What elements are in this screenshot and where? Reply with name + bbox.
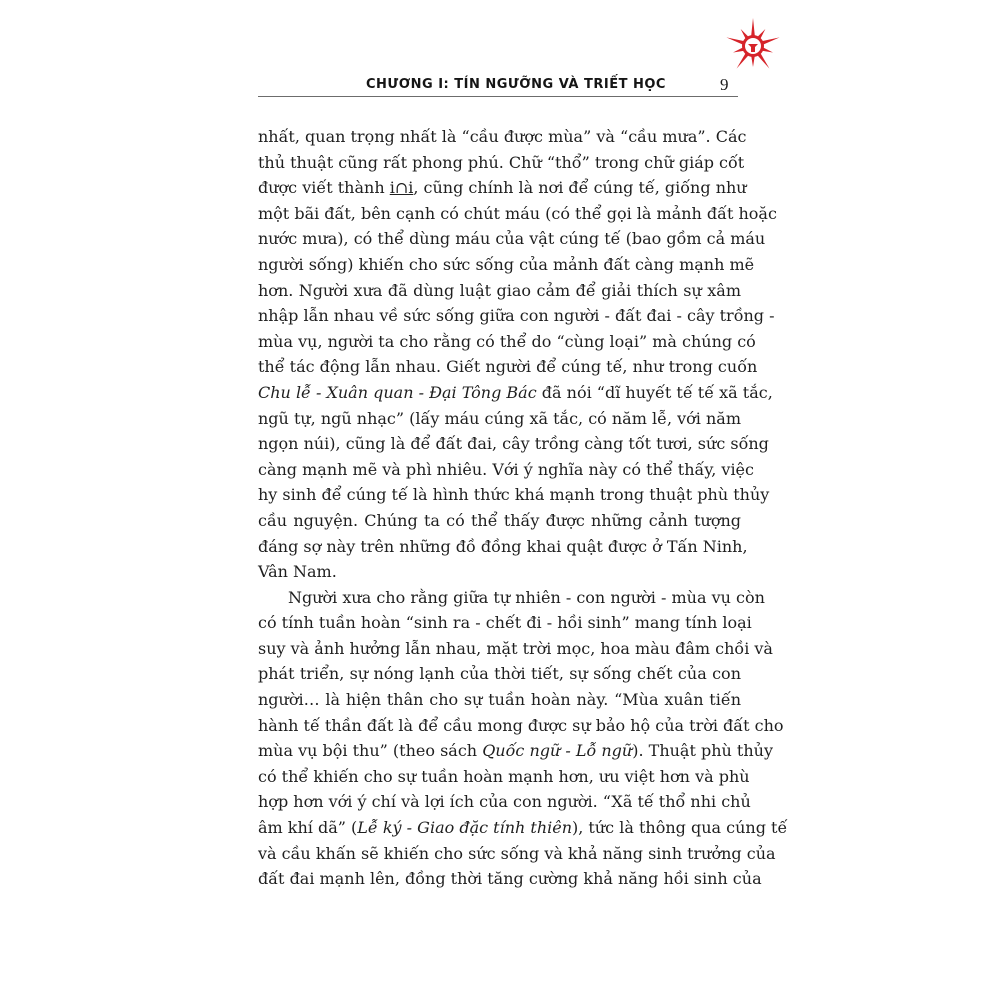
- text-segment: ), tức là thông qua cúng tế: [572, 818, 788, 838]
- text-segment: cầu nguyện. Chúng ta có thể thấy được những cảnh tượng: [258, 510, 741, 530]
- text-segment: hợp hơn với ý chí và lợi ích của con người. “Xã tế thổ nhi chủ: [258, 792, 751, 812]
- text-segment: ngọn núi), cũng là để đất đai, cây trồng càng tốt tươi, sức sống: [258, 434, 769, 454]
- text-line: [258, 661, 741, 687]
- text-line: [258, 124, 747, 150]
- text-segment: ngũ tự, ngũ nhạc” (lấy máu cúng xã tắc, có năm lễ, với năm: [258, 408, 741, 428]
- text-line: [258, 738, 773, 764]
- text-line: [258, 559, 741, 585]
- star-ray: [751, 18, 755, 37]
- running-head: [258, 76, 740, 98]
- text-segment: hành tế thần đất là để cầu mong được sự bảo hộ của trời đất cho: [258, 715, 784, 735]
- text-line: [258, 303, 775, 329]
- body-text: [258, 124, 788, 892]
- text-line: [258, 789, 751, 815]
- text-segment: đáng sợ này trên những đồ đồng khai quật được ở Tấn Ninh,: [258, 536, 748, 556]
- text-segment: người sống) khiến cho sức sống của mảnh đất càng mạnh mẽ: [258, 254, 755, 274]
- text-line: [258, 354, 758, 380]
- text-line: [258, 226, 766, 252]
- text-line: [258, 380, 773, 406]
- text-line: [258, 406, 741, 432]
- text-line: [258, 482, 770, 508]
- text-line: [258, 457, 754, 483]
- text-segment: i∩i: [389, 178, 414, 198]
- text-segment: nhập lẫn nhau về sức sống giữa con người - đất đai - cây trồng -: [258, 306, 775, 326]
- text-segment: đã nói “dĩ huyết tế tế xã tắc,: [536, 382, 773, 402]
- red-star-emblem-icon: [724, 17, 782, 75]
- page-number: 9: [720, 75, 729, 94]
- text-segment: một bãi đất, bên cạnh có chút máu (có thể gọi là mảnh đất hoặc: [258, 203, 777, 223]
- text-segment: thể tác động lẫn nhau. Giết người để cúng tế, như trong cuốn: [258, 357, 758, 377]
- text-segment: , cũng chính là nơi để cúng tế, giống như: [413, 178, 747, 198]
- text-segment: và cầu khấn sẽ khiến cho sức sống và khả năng sinh trưởng của: [258, 843, 776, 863]
- italic-citation: Chu lễ - Xuân quan - Đại Tông Bác: [258, 382, 537, 402]
- text-segment: ). Thuật phù thủy: [632, 741, 773, 761]
- text-line: [258, 713, 784, 739]
- text-line: [258, 508, 741, 534]
- text-line: [258, 431, 769, 457]
- text-segment: được viết thành: [258, 178, 390, 198]
- italic-citation: Quốc ngữ - Lỗ ngữ: [482, 741, 633, 761]
- italic-citation: Lễ ký - Giao đặc tính thiên: [357, 818, 573, 838]
- header-rule: [258, 96, 738, 97]
- text-segment: phát triển, sự nóng lạnh của thời tiết, sự sống chết của con: [258, 664, 741, 684]
- text-segment: Người xưa cho rằng giữa tự nhiên - con người - mùa vụ còn: [288, 587, 765, 607]
- text-line: [258, 585, 765, 611]
- text-line: [258, 764, 750, 790]
- text-segment: có thể khiến cho sự tuần hoàn mạnh hơn, ưu việt hơn và phù: [258, 766, 750, 786]
- text-segment: nước mưa), có thể dùng máu của vật cúng tế (bao gồm cả máu: [258, 229, 766, 249]
- text-segment: người… là hiện thân cho sự tuần hoàn này. “Mùa xuân tiến: [258, 690, 741, 710]
- text-segment: thủ thuật cũng rất phong phú. Chữ “thổ” trong chữ giáp cốt: [258, 152, 745, 172]
- text-line: [258, 815, 788, 841]
- text-segment: nhất, quan trọng nhất là “cầu được mùa” và “cầu mưa”. Các: [258, 127, 747, 146]
- text-line: [258, 841, 776, 867]
- text-line: [258, 252, 755, 278]
- text-line: [258, 150, 745, 176]
- chapter-title: CHƯƠNG I: TÍN NGƯỠNG VÀ TRIẾT HỌC: [366, 77, 666, 92]
- text-segment: có tính tuần hoàn “sinh ra - chết đi - hồi sinh” mang tính loại: [258, 613, 752, 633]
- text-line: [258, 610, 752, 636]
- text-segment: càng mạnh mẽ và phì nhiêu. Với ý nghĩa này có thể thấy, việc: [258, 459, 754, 479]
- text-segment: hy sinh để cúng tế là hình thức khá mạnh trong thuật phù thủy: [258, 485, 770, 505]
- text-line: [258, 534, 748, 560]
- text-line: [258, 175, 747, 201]
- text-segment: mùa vụ, người ta cho rằng có thể do “cùng loại” mà chúng có: [258, 331, 756, 351]
- text-line: [258, 278, 741, 304]
- text-line: [258, 329, 756, 355]
- text-segment: mùa vụ bội thu” (theo sách: [258, 741, 483, 761]
- text-segment: Vân Nam.: [258, 562, 337, 582]
- text-segment: suy và ảnh hưởng lẫn nhau, mặt trời mọc, hoa màu đâm chồi và: [258, 638, 773, 658]
- text-line: [258, 866, 762, 892]
- text-line: [258, 201, 777, 227]
- text-line: [258, 687, 741, 713]
- text-segment: âm khí dã” (: [258, 818, 358, 838]
- text-segment: đất đai mạnh lên, đồng thời tăng cường khả năng hồi sinh của: [258, 869, 762, 889]
- text-line: [258, 636, 773, 662]
- text-segment: hơn. Người xưa đã dùng luật giao cảm để giải thích sự xâm: [258, 280, 741, 300]
